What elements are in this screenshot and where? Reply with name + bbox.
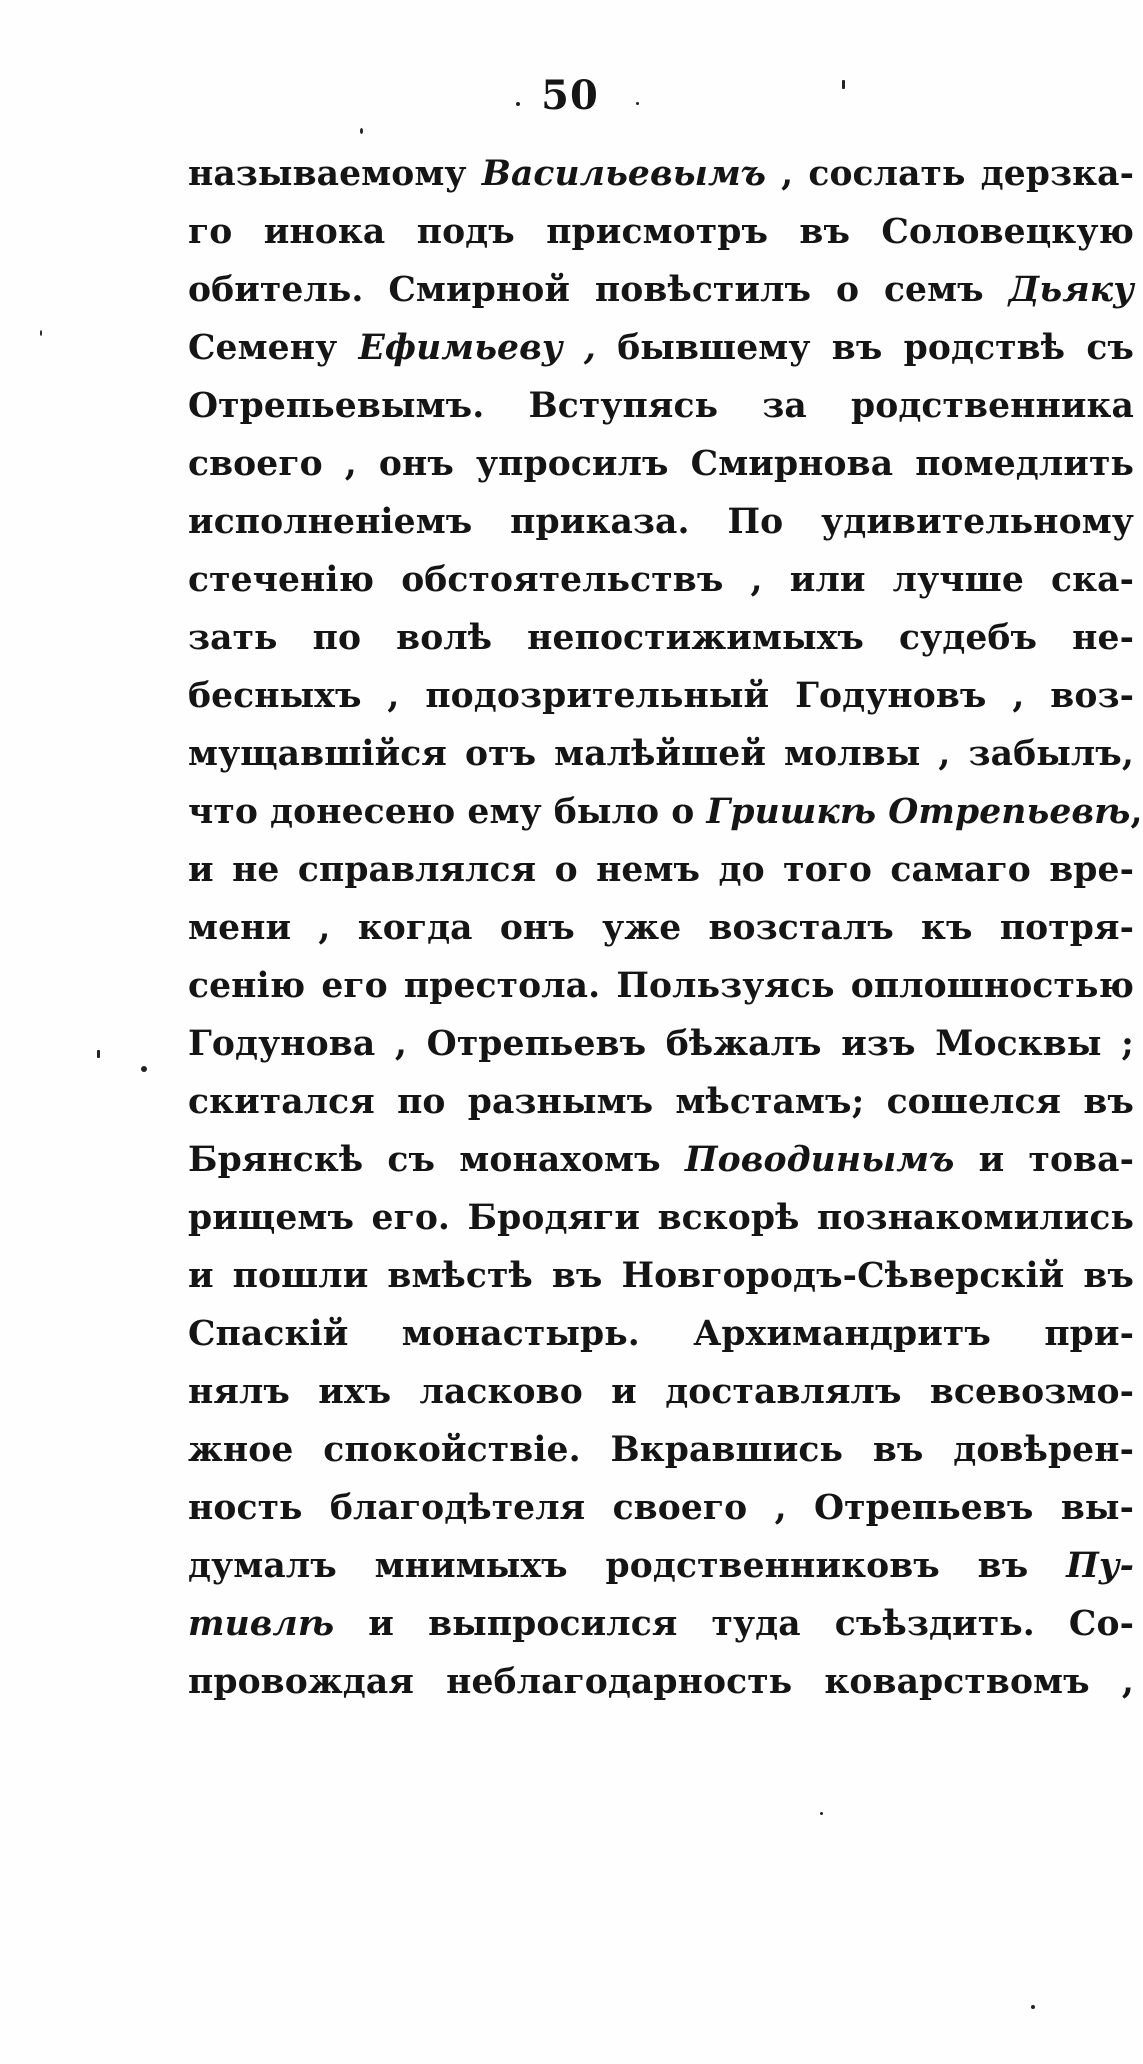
italic-name: Дьяку [1008, 270, 1134, 310]
italic-name: Ефимьеву , [358, 328, 596, 368]
text-line: бесныхъ , подозрительный Годуновъ , воз- [188, 676, 1134, 716]
scan-speck [1031, 2005, 1035, 2009]
text-line: и пошли вмѣстѣ въ Новгородъ-Сѣверскій въ [188, 1256, 1134, 1296]
text-line: ность благодѣтеля своего , Отрепьевъ вы- [188, 1488, 1134, 1528]
scan-speck [40, 330, 42, 336]
italic-name: Поводинымъ [684, 1140, 955, 1180]
text-line: Спаскій монастырь. Архимандритъ при- [188, 1314, 1134, 1354]
text-line: скитался по разнымъ мѣстамъ; сошелся въ [188, 1082, 1134, 1122]
text-line: Годунова , Отрепьевъ бѣжалъ изъ Москвы ; [188, 1024, 1134, 1064]
italic-name: Гришкѣ Отрепьевѣ [706, 792, 1131, 832]
italic-name: Васильевымъ [481, 154, 767, 194]
text-line: зать по волѣ непостижимыхъ судебъ не- [188, 618, 1134, 658]
text-line: и не справлялся о немъ до того самаго вре- [188, 850, 1134, 890]
text-line: Отрепьевымъ. Вступясь за родственника [188, 386, 1134, 426]
text-line: нялъ ихъ ласково и доставлялъ всевозмо- [188, 1372, 1134, 1412]
text-line: го инока подъ присмотръ въ Соловецкую [188, 212, 1134, 252]
text-line: что донесено ему было о Гришкѣ Отрепьевѣ, [188, 792, 1143, 832]
text-line: своего , онъ упросилъ Смирнова помедлить [188, 444, 1134, 484]
text-line: мени , когда онъ уже возсталъ къ потря- [188, 908, 1134, 948]
text-line: Брянскѣ съ монахомъ Поводинымъ и това- [188, 1140, 1135, 1180]
italic-name: Пу- [1066, 1546, 1134, 1586]
text-line: рищемъ его. Бродяги вскорѣ познакомились [188, 1198, 1134, 1238]
text-line: мущавшійся отъ малѣйшей молвы , забылъ, [188, 734, 1134, 774]
scan-speck [141, 1066, 147, 1072]
scan-speck [842, 80, 845, 89]
scan-speck [636, 102, 639, 105]
italic-name: тивлѣ [188, 1604, 335, 1644]
scan-speck [360, 128, 363, 134]
scan-speck [820, 1812, 823, 1815]
text-line: называемому Васильевымъ , сослать дерзка- [188, 154, 1134, 194]
body-text [188, 145, 1143, 1711]
text-line: Семену Ефимьеву , бывшему въ родствѣ съ [188, 328, 1134, 368]
text-line: думалъ мнимыхъ родственниковъ въ Пу- [188, 1546, 1134, 1586]
page-number: 50 [541, 72, 599, 119]
text-line: стеченію обстоятельствъ , или лучше ска- [188, 560, 1134, 600]
text-line: жное спокойствіе. Вкравшись въ довѣрен- [188, 1430, 1134, 1470]
text-line: тивлѣ и выпросился туда съѣздить. Со- [188, 1604, 1134, 1644]
text-line: сенію его престола. Пользуясь оплошностью [188, 966, 1134, 1006]
scan-speck [97, 1050, 100, 1058]
text-line: исполненіемъ приказа. По удивительному [188, 502, 1134, 542]
text-line: обитель. Смирной повѣстилъ о семъ Дьяку [188, 270, 1134, 310]
scan-speck [516, 102, 520, 106]
text-line: провождая неблагодарность коварствомъ , [188, 1662, 1134, 1702]
